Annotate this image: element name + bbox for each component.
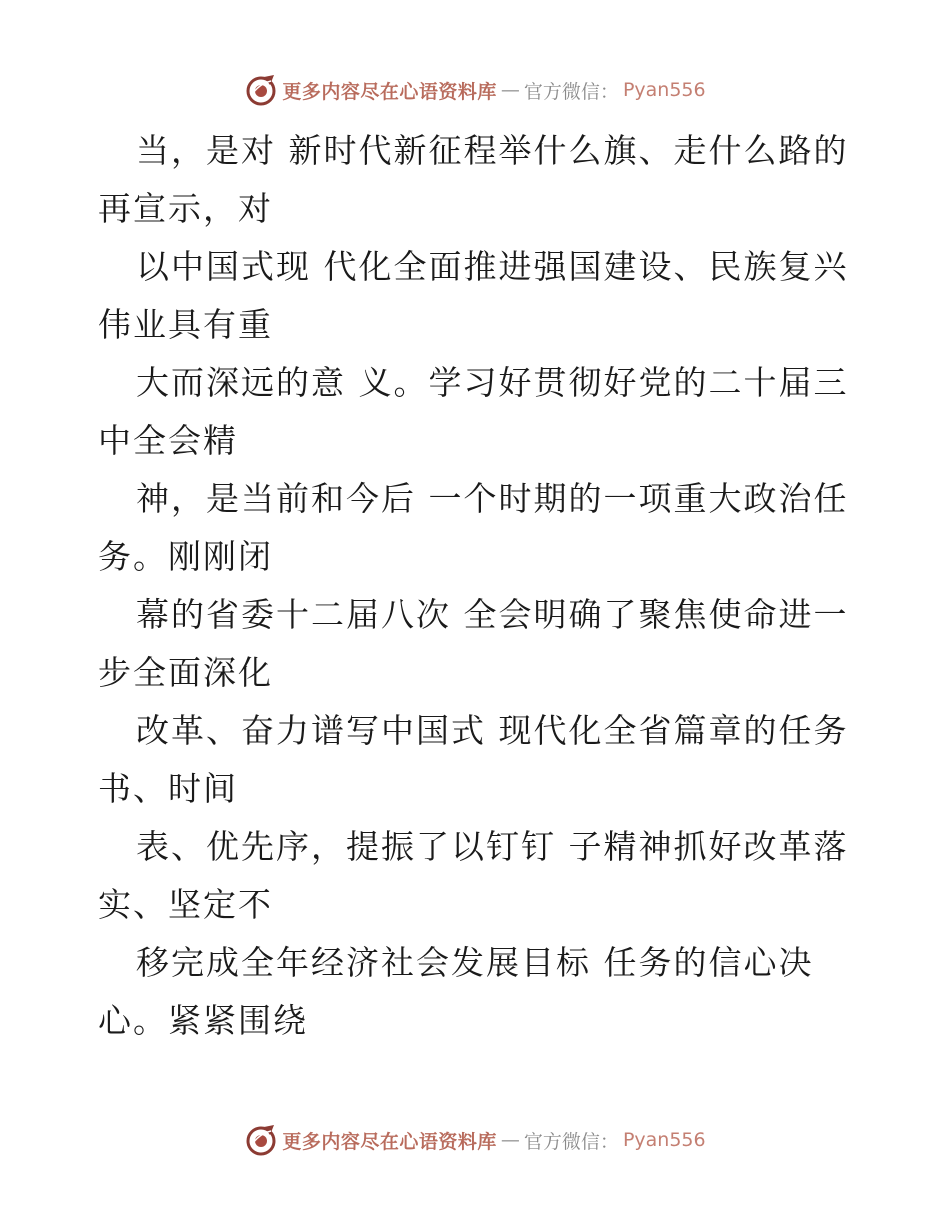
paragraph-line: 大而深远的意 义。学习好贯彻好党的二十届三 bbox=[136, 363, 849, 402]
paragraph-line: 务。刚刚闭 bbox=[98, 537, 273, 576]
paragraph-line: 当，是对 新时代新征程举什么旗、走什么路的 bbox=[136, 131, 849, 170]
banner-dash: — bbox=[500, 79, 520, 101]
paragraph-line: 书、时间 bbox=[98, 769, 238, 808]
paragraph-line: 移完成全年经济社会发展目标 任务的信心决 bbox=[136, 943, 814, 982]
paragraph-line: 心。紧紧围绕 bbox=[98, 1001, 308, 1040]
footer-banner bbox=[0, 1120, 950, 1160]
wechat-id: Pyan556 bbox=[622, 79, 706, 101]
brand-text: 更多内容尽在心语资料库 bbox=[282, 1130, 497, 1153]
paragraph-line: 表、优先序，提振了以钉钉 子精神抓好改革落 bbox=[136, 827, 849, 866]
paragraph-line: 神，是当前和今后 一个时期的一项重大政治任 bbox=[136, 479, 849, 518]
paragraph-line: 以中国式现 代化全面推进强国建设、民族复兴 bbox=[136, 247, 849, 286]
paragraph-line: 改革、奋力谱写中国式 现代化全省篇章的任务 bbox=[136, 711, 849, 750]
paragraph-line: 中全会精 bbox=[98, 421, 238, 460]
paragraph-line: 再宣示，对 bbox=[98, 189, 273, 228]
pen-logo-icon bbox=[244, 1123, 278, 1157]
paragraph-line: 步全面深化 bbox=[98, 653, 273, 692]
banner-dash: — bbox=[500, 1129, 520, 1151]
official-wechat-label: 官方微信： bbox=[523, 1130, 619, 1153]
paragraph-line: 幕的省委十二届八次 全会明确了聚焦使命进一 bbox=[136, 595, 849, 634]
paragraph-line: 伟业具有重 bbox=[98, 305, 273, 344]
header-banner bbox=[0, 70, 950, 110]
official-wechat-label: 官方微信： bbox=[523, 80, 619, 103]
pen-logo-icon bbox=[244, 73, 278, 107]
paragraph-line: 实、坚定不 bbox=[98, 885, 273, 924]
wechat-id: Pyan556 bbox=[622, 1129, 706, 1151]
brand-text: 更多内容尽在心语资料库 bbox=[282, 80, 497, 103]
document-body bbox=[98, 122, 858, 1050]
